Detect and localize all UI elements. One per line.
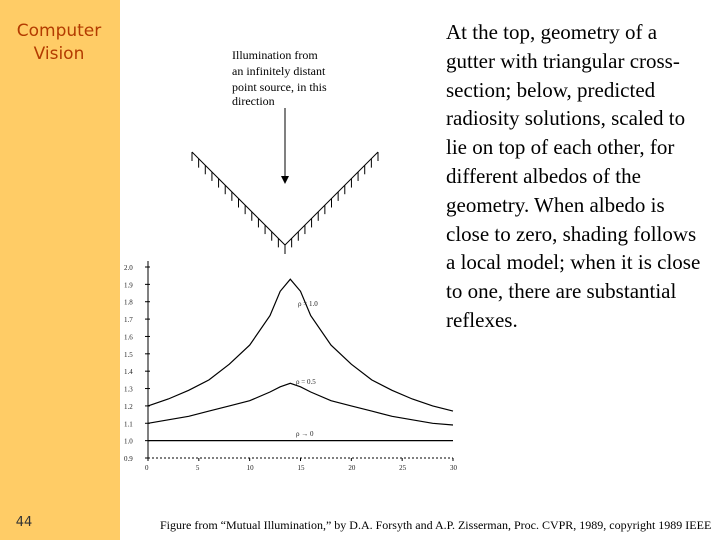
y-tick-label: 1.5 bbox=[124, 350, 133, 359]
illumination-label-line3: point source, in this bbox=[232, 80, 327, 94]
series-label: ρ → 0 bbox=[296, 430, 314, 438]
x-tick-label: 10 bbox=[246, 464, 254, 472]
x-tick-label: 30 bbox=[450, 464, 457, 472]
course-title-line1: Computer bbox=[16, 21, 102, 41]
illumination-label-line1: Illumination from bbox=[232, 48, 318, 62]
x-tick-label: 15 bbox=[297, 464, 305, 472]
y-tick-label: 1.0 bbox=[124, 437, 133, 446]
sidebar bbox=[0, 0, 120, 540]
slide-number: 44 bbox=[15, 515, 33, 530]
illumination-label-line4: direction bbox=[232, 94, 275, 108]
series-label: ρ = 1.0 bbox=[298, 300, 318, 308]
y-tick-label: 1.8 bbox=[124, 298, 133, 307]
figure-caption: Figure from “Mutual Illumination,” by D.A. Forsyth and A.P. Zisserman, Proc. CVPR, 1989, copyright 1989 IEEE bbox=[160, 518, 712, 532]
x-tick-label: 25 bbox=[399, 464, 407, 472]
illumination-label-line2: an infinitely distant bbox=[232, 64, 326, 78]
y-tick-label: 1.9 bbox=[124, 281, 133, 290]
y-tick-label: 1.2 bbox=[124, 402, 133, 411]
x-tick-label: 0 bbox=[145, 464, 149, 472]
slide-body-text: At the top, geometry of a gutter with triangular cross-section; below, predicted radiosity solutions, scaled to lie on top of each other, for different albedos of the geometry. When albedo is close to zero, shading follows a local model; when it is close to one, there are substantial reflexes. bbox=[446, 20, 701, 332]
course-title bbox=[0, 20, 118, 66]
illumination-arrowhead bbox=[281, 176, 289, 184]
x-tick-label: 20 bbox=[348, 464, 356, 472]
gutter-figure bbox=[120, 0, 457, 490]
y-tick-label: 1.1 bbox=[124, 420, 133, 429]
y-tick-label: 0.9 bbox=[124, 455, 133, 463]
series-label: ρ = 0.5 bbox=[296, 378, 316, 386]
series-line bbox=[148, 279, 453, 411]
y-tick-label: 1.4 bbox=[124, 368, 133, 377]
y-tick-label: 2.0 bbox=[124, 264, 133, 272]
x-tick-label: 5 bbox=[195, 464, 200, 472]
y-tick-label: 1.7 bbox=[124, 316, 133, 325]
figure-svg bbox=[120, 0, 457, 490]
radiosity-plot bbox=[124, 261, 458, 472]
y-tick-label: 1.3 bbox=[124, 385, 133, 394]
series-line bbox=[148, 383, 453, 425]
y-tick-label: 1.6 bbox=[124, 333, 133, 342]
course-title-line2: Vision bbox=[33, 44, 85, 64]
